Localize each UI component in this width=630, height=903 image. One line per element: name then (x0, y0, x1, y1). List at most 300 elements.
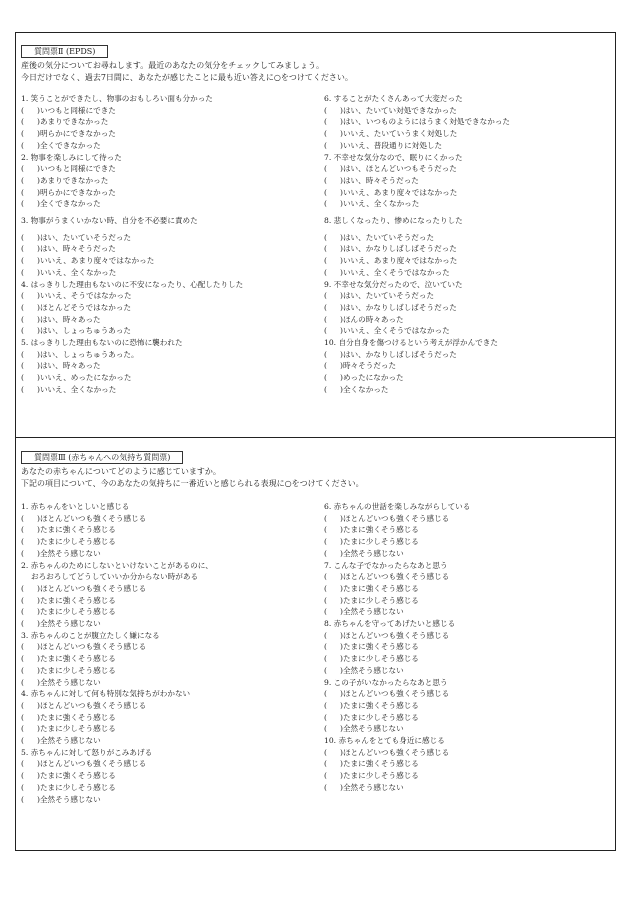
answer-option-label: たまに強くそう感じる (39, 712, 116, 722)
question-text: 1. 赤ちゃんをいとしいと感じる (21, 502, 130, 511)
answer-option-label: たまに強くそう感じる (39, 525, 116, 535)
answer-checkbox[interactable]: ( (21, 267, 24, 277)
answer-option[interactable] (324, 758, 470, 770)
answer-option-label: ほとんどいつも強くそう感じる (39, 759, 147, 769)
answer-option[interactable] (21, 105, 243, 117)
answer-option[interactable] (21, 325, 243, 337)
answer-option[interactable] (21, 770, 213, 782)
answer-option[interactable] (21, 641, 213, 653)
answer-option-label: たまに少しそう感じる (39, 607, 116, 617)
answer-option-label: ほとんどいつも強くそう感じる (39, 513, 147, 523)
answer-option[interactable] (324, 536, 470, 548)
answer-checkbox-close: ) (37, 244, 40, 254)
answer-checkbox-close: ) (37, 232, 40, 242)
answer-option[interactable] (21, 513, 213, 525)
answer-checkbox[interactable]: ( (324, 572, 327, 582)
answer-checkbox[interactable]: ( (21, 232, 24, 242)
answer-checkbox-close: ) (37, 384, 40, 394)
answer-checkbox-close: ) (340, 595, 343, 605)
answer-checkbox[interactable]: ( (324, 700, 327, 710)
answer-option[interactable] (21, 384, 243, 396)
answer-option-label: はい、しょっちゅうあった (39, 326, 132, 336)
question-text: 10. 自分自身を傷つけるという考えが浮かんできた (324, 338, 498, 348)
answer-checkbox[interactable]: ( (21, 117, 24, 127)
answer-option-label: ほとんどいつも強くそう感じる (342, 689, 450, 699)
bonding-intro-line2: 下記の項目について、今のあなたの気持ちに一番近いと感じられる表現に○をつけてください。 (21, 479, 364, 488)
answer-option-label: ほんの時々あった (342, 314, 404, 324)
answer-option[interactable] (324, 606, 470, 618)
answer-option-label: はい、時々あった (39, 314, 101, 324)
answer-checkbox[interactable]: ( (324, 583, 327, 593)
answer-checkbox[interactable]: ( (324, 642, 327, 652)
answer-option[interactable] (21, 595, 213, 607)
answer-checkbox-close: ) (37, 665, 40, 675)
answer-checkbox[interactable]: ( (324, 771, 327, 781)
answer-option[interactable] (21, 116, 243, 128)
answer-checkbox[interactable]: ( (21, 665, 24, 675)
answer-checkbox-close: ) (340, 349, 343, 359)
answer-checkbox[interactable]: ( (21, 712, 24, 722)
bonding-left-column (21, 501, 213, 805)
answer-option[interactable] (21, 677, 213, 689)
answer-checkbox[interactable]: ( (324, 361, 327, 371)
answer-option[interactable] (324, 630, 470, 642)
answer-option[interactable] (21, 723, 213, 735)
answer-checkbox-close: ) (340, 361, 343, 371)
answer-option[interactable] (21, 548, 213, 560)
answer-option-label: 全くなかった (342, 384, 389, 394)
answer-checkbox-close: ) (340, 630, 343, 640)
answer-option-label: はい、たいていそうだった (342, 232, 435, 242)
answer-option-label: はい、時々あった (39, 361, 101, 371)
answer-checkbox-close: ) (340, 175, 343, 185)
answer-option[interactable] (324, 187, 510, 199)
answer-option[interactable] (324, 140, 510, 152)
question-text: 9. この子がいなかったらなあと思う (324, 677, 448, 687)
answer-checkbox[interactable]: ( (21, 361, 24, 371)
answer-option[interactable] (324, 255, 510, 267)
answer-checkbox[interactable]: ( (21, 164, 24, 174)
answer-checkbox[interactable]: ( (324, 759, 327, 769)
answer-checkbox[interactable]: ( (324, 654, 327, 664)
answer-option-label: 全然そう感じない (39, 677, 101, 687)
answer-option[interactable] (324, 372, 510, 384)
answer-option-label: たまに強くそう感じる (39, 771, 116, 781)
answer-option-label: 全然そう感じない (342, 548, 404, 558)
answer-checkbox-close: ) (340, 525, 343, 535)
answer-checkbox[interactable]: ( (324, 187, 327, 197)
answer-checkbox[interactable]: ( (324, 326, 327, 336)
answer-option[interactable] (324, 360, 510, 372)
question-text: 1. 笑うことができたし、物事のおもしろい面も分かった (21, 94, 213, 103)
answer-option-label: たまに少しそう感じる (39, 537, 116, 547)
answer-option[interactable] (324, 595, 470, 607)
answer-option-label: たまに強くそう感じる (39, 654, 116, 664)
answer-option[interactable] (21, 735, 213, 747)
answer-checkbox-close: ) (37, 314, 40, 324)
answer-checkbox-close: ) (37, 677, 40, 687)
answer-option[interactable] (324, 688, 470, 700)
answer-checkbox[interactable]: ( (324, 256, 327, 266)
answer-checkbox-close: ) (340, 572, 343, 582)
answer-option[interactable] (324, 198, 510, 210)
answer-option[interactable] (324, 325, 510, 337)
answer-checkbox[interactable]: ( (21, 105, 24, 115)
answer-checkbox-close: ) (37, 513, 40, 523)
answer-option-label: いつもと同様にできた (39, 164, 116, 174)
answer-checkbox[interactable]: ( (324, 525, 327, 535)
answer-checkbox[interactable]: ( (21, 654, 24, 664)
answer-option-label: たまに強くそう感じる (39, 595, 116, 605)
question-text: 6. 赤ちゃんの世話を楽しみながらしている (324, 502, 471, 511)
answer-option[interactable] (21, 163, 243, 175)
answer-checkbox-close: ) (37, 256, 40, 266)
answer-option-label: はい、かなりしばしばそうだった (342, 302, 457, 312)
answer-checkbox-close: ) (340, 129, 343, 139)
answer-checkbox[interactable]: ( (21, 724, 24, 734)
answer-checkbox[interactable]: ( (324, 314, 327, 324)
bonding-title: 質問票Ⅲ (赤ちゃんへの気持ち質問票) (21, 451, 183, 464)
answer-checkbox-close: ) (37, 595, 40, 605)
answer-checkbox-close: ) (340, 689, 343, 699)
answer-checkbox[interactable]: ( (21, 642, 24, 652)
answer-checkbox-close: ) (340, 373, 343, 383)
answer-option[interactable] (21, 267, 243, 279)
answer-option[interactable] (324, 314, 510, 326)
answer-checkbox[interactable]: ( (324, 291, 327, 301)
answer-checkbox-close: ) (340, 105, 343, 115)
answer-checkbox-close: ) (340, 583, 343, 593)
answer-checkbox[interactable]: ( (21, 677, 24, 687)
answer-checkbox[interactable]: ( (21, 326, 24, 336)
answer-option[interactable] (21, 255, 243, 267)
answer-checkbox[interactable]: ( (21, 794, 24, 804)
answer-checkbox-close: ) (340, 140, 343, 150)
answer-option[interactable] (324, 665, 470, 677)
answer-option[interactable] (21, 140, 243, 152)
answer-checkbox[interactable]: ( (324, 373, 327, 383)
answer-option-label: ほとんどいつも強くそう感じる (39, 583, 147, 593)
answer-checkbox[interactable]: ( (324, 537, 327, 547)
answer-option-label: いいえ、そうではなかった (39, 291, 132, 301)
answer-checkbox-close: ) (340, 232, 343, 242)
answer-option[interactable] (324, 175, 510, 187)
answer-option-label: いいえ、全くなかった (39, 384, 117, 394)
epds-intro-line2: 今日だけでなく、過去7日間に、あなたが感じたことに最も近い答えに○をつけてください。 (21, 73, 353, 82)
answer-checkbox-close: ) (340, 513, 343, 523)
answer-option[interactable] (324, 232, 510, 244)
answer-checkbox[interactable]: ( (21, 187, 24, 197)
answer-option[interactable] (324, 384, 510, 396)
answer-checkbox[interactable]: ( (21, 314, 24, 324)
answer-option-label: ほとんどいつも強くそう感じる (39, 700, 147, 710)
answer-checkbox-close: ) (37, 140, 40, 150)
answer-checkbox[interactable]: ( (21, 373, 24, 383)
answer-checkbox[interactable]: ( (324, 199, 327, 209)
answer-checkbox[interactable]: ( (324, 302, 327, 312)
answer-option[interactable] (21, 618, 213, 630)
answer-option-label: たまに少しそう感じる (342, 712, 419, 722)
answer-checkbox-close: ) (37, 117, 40, 127)
answer-option-label: ほとんどいつも強くそう感じる (342, 513, 450, 523)
question-text-continued: おろおろしてどうしていいか分からない時がある (31, 572, 199, 582)
bonding-questionnaire-section (15, 438, 616, 851)
answer-option[interactable] (21, 372, 243, 384)
question-text: 7. こんな子でなかったらなあと思う (324, 560, 448, 570)
answer-checkbox-close: ) (37, 525, 40, 535)
answer-checkbox-close: ) (37, 583, 40, 593)
answer-checkbox[interactable]: ( (21, 302, 24, 312)
answer-checkbox[interactable]: ( (21, 256, 24, 266)
answer-option[interactable] (324, 712, 470, 724)
answer-checkbox-close: ) (37, 302, 40, 312)
question-text: 10. 赤ちゃんをとても身近に感じる (324, 736, 445, 746)
answer-checkbox[interactable]: ( (21, 548, 24, 558)
answer-option-label: たまに強くそう感じる (342, 759, 419, 769)
answer-checkbox[interactable]: ( (324, 232, 327, 242)
answer-checkbox[interactable]: ( (324, 724, 327, 734)
answer-checkbox[interactable]: ( (324, 129, 327, 139)
answer-checkbox[interactable]: ( (21, 700, 24, 710)
answer-option[interactable] (21, 360, 243, 372)
question-text: 8. 赤ちゃんを守ってあげたいと感じる (324, 619, 456, 629)
answer-checkbox-close: ) (340, 164, 343, 174)
question-text: 5. はっきりした理由もないのに恐怖に襲われた (21, 338, 183, 348)
answer-checkbox[interactable]: ( (324, 665, 327, 675)
answer-checkbox-close: ) (340, 607, 343, 617)
answer-checkbox[interactable]: ( (21, 244, 24, 254)
answer-checkbox[interactable]: ( (324, 175, 327, 185)
answer-option-label: 全然そう感じない (39, 794, 101, 804)
answer-checkbox[interactable]: ( (21, 349, 24, 359)
answer-checkbox-close: ) (340, 700, 343, 710)
answer-checkbox-close: ) (37, 712, 40, 722)
answer-option[interactable] (324, 747, 470, 759)
answer-checkbox-close: ) (37, 175, 40, 185)
answer-option[interactable] (324, 700, 470, 712)
answer-option[interactable] (324, 524, 470, 536)
answer-option-label: たまに強くそう感じる (342, 700, 419, 710)
answer-option[interactable] (21, 243, 243, 255)
answer-checkbox-close: ) (340, 384, 343, 394)
answer-option[interactable] (21, 524, 213, 536)
answer-option[interactable] (324, 290, 510, 302)
answer-option-label: はい、しょっちゅうあった。 (39, 349, 139, 359)
answer-checkbox[interactable]: ( (21, 291, 24, 301)
answer-checkbox[interactable]: ( (324, 689, 327, 699)
answer-checkbox-close: ) (37, 548, 40, 558)
answer-checkbox[interactable]: ( (21, 619, 24, 629)
answer-option[interactable] (21, 606, 213, 618)
answer-checkbox[interactable]: ( (324, 164, 327, 174)
answer-checkbox-close: ) (340, 537, 343, 547)
answer-option-label: いいえ、めったになかった (39, 373, 132, 383)
answer-checkbox[interactable]: ( (21, 513, 24, 523)
answer-checkbox[interactable]: ( (324, 384, 327, 394)
answer-option[interactable] (324, 571, 470, 583)
question-text: 5. 赤ちゃんに対して怒りがこみあげる (21, 747, 153, 757)
answer-option-label: たまに少しそう感じる (39, 724, 116, 734)
answer-checkbox[interactable]: ( (21, 607, 24, 617)
answer-option[interactable] (324, 583, 470, 595)
answer-option[interactable] (21, 536, 213, 548)
answer-option[interactable] (324, 349, 510, 361)
answer-checkbox-close: ) (37, 700, 40, 710)
answer-checkbox[interactable]: ( (21, 595, 24, 605)
answer-option-label: 全然そう感じない (342, 607, 404, 617)
answer-option[interactable] (324, 128, 510, 140)
answer-checkbox-close: ) (37, 349, 40, 359)
answer-checkbox-close: ) (340, 712, 343, 722)
answer-option[interactable] (21, 758, 213, 770)
answer-option-label: いいえ、普段通りに対処した (342, 140, 443, 150)
answer-option-label: たまに少しそう感じる (342, 654, 419, 664)
answer-option[interactable] (21, 665, 213, 677)
answer-checkbox-close: ) (37, 326, 40, 336)
answer-option-label: いいえ、全くそうではなかった (342, 267, 450, 277)
answer-option[interactable] (21, 175, 243, 187)
answer-checkbox[interactable]: ( (324, 630, 327, 640)
answer-option-label: 時々そうだった (342, 361, 397, 371)
question-text: 4. 赤ちゃんに対して何も特別な気持ちがわかない (21, 689, 191, 699)
answer-option-label: たまに強くそう感じる (342, 525, 419, 535)
answer-checkbox[interactable]: ( (324, 267, 327, 277)
answer-checkbox-close: ) (37, 187, 40, 197)
answer-option[interactable] (21, 290, 243, 302)
answer-checkbox[interactable]: ( (21, 384, 24, 394)
answer-checkbox-close: ) (340, 302, 343, 312)
answer-option[interactable] (21, 232, 243, 244)
answer-option[interactable] (324, 641, 470, 653)
answer-option-label: ほとんどそうではなかった (39, 302, 132, 312)
answer-checkbox-close: ) (340, 291, 343, 301)
answer-checkbox-close: ) (37, 642, 40, 652)
answer-option-label: 全然そう感じない (342, 782, 404, 792)
epds-questionnaire-section (15, 32, 616, 438)
answer-checkbox[interactable]: ( (324, 712, 327, 722)
answer-option[interactable] (324, 513, 470, 525)
answer-option-label: たまに少しそう感じる (39, 665, 116, 675)
answer-option[interactable] (21, 583, 213, 595)
answer-checkbox-close: ) (340, 747, 343, 757)
answer-option-label: はい、かなりしばしばそうだった (342, 349, 457, 359)
answer-option[interactable] (324, 116, 510, 128)
answer-option[interactable] (324, 302, 510, 314)
answer-checkbox[interactable]: ( (324, 782, 327, 792)
answer-checkbox[interactable]: ( (21, 129, 24, 139)
answer-checkbox[interactable]: ( (324, 117, 327, 127)
answer-checkbox[interactable]: ( (21, 759, 24, 769)
answer-option[interactable] (324, 243, 510, 255)
question-text: 7. 不幸せな気分なので、眠りにくかった (324, 152, 463, 162)
answer-checkbox[interactable]: ( (324, 607, 327, 617)
answer-option[interactable] (324, 723, 470, 735)
answer-option[interactable] (21, 782, 213, 794)
answer-checkbox[interactable]: ( (21, 782, 24, 792)
answer-option-label: 全くできなかった (39, 199, 101, 209)
answer-option[interactable] (21, 653, 213, 665)
answer-option-label: はい、時々そうだった (39, 244, 116, 254)
answer-checkbox[interactable]: ( (21, 140, 24, 150)
answer-checkbox-close: ) (37, 537, 40, 547)
answer-option[interactable] (324, 782, 470, 794)
answer-option-label: めったになかった (342, 373, 404, 383)
answer-option-label: いいえ、全くなかった (39, 267, 117, 277)
answer-checkbox-close: ) (340, 654, 343, 664)
answer-option[interactable] (324, 163, 510, 175)
answer-option[interactable] (324, 267, 510, 279)
bonding-intro-line1: あなたの赤ちゃんについてどのように感じていますか。 (21, 467, 221, 476)
answer-checkbox-close: ) (37, 199, 40, 209)
answer-checkbox[interactable]: ( (324, 140, 327, 150)
answer-checkbox[interactable]: ( (21, 175, 24, 185)
answer-checkbox[interactable]: ( (21, 199, 24, 209)
answer-checkbox-close: ) (37, 794, 40, 804)
answer-option[interactable] (324, 770, 470, 782)
question-text: 3. 物事がうまくいかない時、自分を不必要に責めた (21, 216, 198, 226)
answer-checkbox-close: ) (340, 326, 343, 336)
answer-checkbox[interactable]: ( (324, 244, 327, 254)
answer-checkbox[interactable]: ( (324, 105, 327, 115)
answer-checkbox[interactable]: ( (21, 771, 24, 781)
answer-checkbox-close: ) (37, 771, 40, 781)
answer-checkbox[interactable]: ( (21, 583, 24, 593)
answer-option-label: はい、かなりしばしばそうだった (342, 244, 457, 254)
answer-checkbox[interactable]: ( (21, 736, 24, 746)
answer-option-label: たまに少しそう感じる (39, 782, 116, 792)
answer-checkbox-close: ) (37, 164, 40, 174)
answer-checkbox-close: ) (37, 373, 40, 383)
answer-option-label: 全然そう感じない (342, 724, 404, 734)
answer-option[interactable] (324, 548, 470, 560)
answer-option[interactable] (21, 700, 213, 712)
answer-option[interactable] (324, 105, 510, 117)
answer-checkbox[interactable]: ( (21, 525, 24, 535)
answer-option-label: 全然そう感じない (342, 665, 404, 675)
answer-checkbox[interactable]: ( (324, 548, 327, 558)
answer-option-label: はい、たいていそうだった (39, 232, 132, 242)
answer-checkbox[interactable]: ( (324, 349, 327, 359)
answer-option[interactable] (21, 187, 243, 199)
answer-checkbox-close: ) (340, 256, 343, 266)
answer-option-label: 全然そう感じない (39, 619, 101, 629)
answer-option-label: たまに少しそう感じる (342, 595, 419, 605)
answer-option[interactable] (21, 712, 213, 724)
answer-option-label: いいえ、あまり度々ではなかった (342, 187, 458, 197)
answer-option[interactable] (324, 653, 470, 665)
answer-option-label: たまに強くそう感じる (342, 583, 419, 593)
answer-checkbox[interactable]: ( (324, 513, 327, 523)
question-text: 2. 物事を楽しみにして待った (21, 152, 122, 162)
answer-checkbox[interactable]: ( (324, 595, 327, 605)
bonding-right-column (324, 501, 470, 794)
answer-option-label: はい、たいてい対処できなかった (342, 105, 457, 115)
answer-option[interactable] (21, 794, 213, 806)
answer-checkbox[interactable]: ( (21, 537, 24, 547)
answer-checkbox[interactable]: ( (324, 747, 327, 757)
answer-option-label: あまりできなかった (39, 117, 109, 127)
answer-option[interactable] (21, 314, 243, 326)
answer-option-label: あまりできなかった (39, 175, 109, 185)
answer-option[interactable] (21, 302, 243, 314)
answer-option-label: 全然そう感じない (39, 548, 101, 558)
answer-option[interactable] (21, 349, 243, 361)
answer-option[interactable] (21, 198, 243, 210)
question-text: 6. することがたくさんあって大変だった (324, 94, 463, 103)
answer-checkbox-close: ) (37, 607, 40, 617)
answer-option[interactable] (21, 128, 243, 140)
epds-intro-line1: 産後の気分についてお尋ねします。最近のあなたの気分をチェックしてみましょう。 (21, 61, 324, 70)
